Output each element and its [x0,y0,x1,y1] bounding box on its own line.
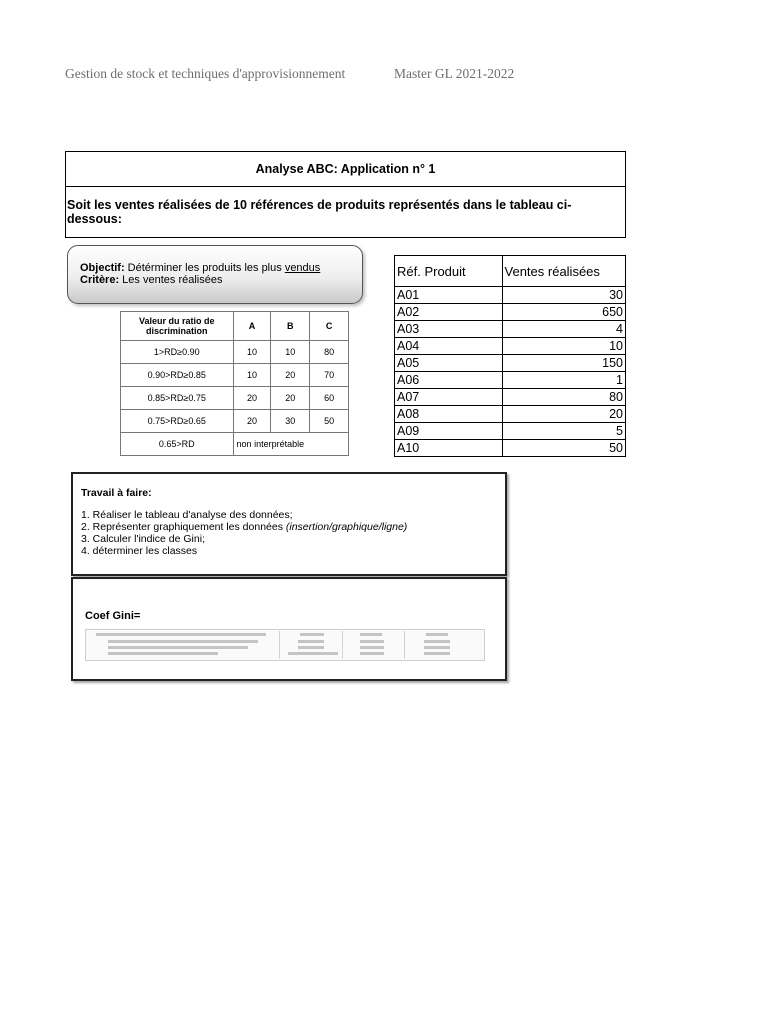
class-c-cell: 80 [310,341,349,364]
product-ref-cell: A02 [395,304,503,321]
non-interpretable-cell: non interprétable [233,433,348,456]
class-a-cell: 10 [233,364,271,387]
class-c-cell: 70 [310,364,349,387]
ratio-cell: 1>RD≥0.90 [121,341,234,364]
sales-row [395,287,626,304]
ratio-table [120,311,349,456]
work-item-text: 4. déterminer les classes [81,545,198,557]
sales-row [395,440,626,457]
ratio-row [121,410,349,433]
sales-row [395,406,626,423]
sales-row [395,338,626,355]
exercise-statement: Soit les ventes réalisées de 10 références de produits représentés dans le tableau ci-dessous: [67,198,572,226]
product-ref-cell: A08 [395,406,503,423]
ratio-row [121,387,349,410]
sales-row [395,423,626,440]
sales-value-cell: 30 [502,287,625,304]
product-ref-cell: A05 [395,355,503,372]
class-a-cell: 20 [233,410,271,433]
header-left: Gestion de stock et techniques d'approvisionnement [65,66,346,81]
ratio-table-header [121,312,349,341]
criterion-line [80,274,222,286]
image-text-line [108,640,258,643]
ratio-col-header: Valeur du ratio de discrimination [121,312,234,341]
image-text-line [298,640,324,643]
objective-underlined: vendus [284,262,321,274]
objective-text: Détérminer les produits les plus [124,262,285,274]
class-b-cell: 20 [271,364,310,387]
objective-line [80,262,320,274]
product-ref-cell: A07 [395,389,503,406]
ratio-cell: 0.85>RD≥0.75 [121,387,234,410]
sales-value-cell: 150 [502,355,625,372]
image-text-line [298,646,324,649]
image-text-line [360,646,384,649]
criterion-text: Les ventes réalisées [119,274,223,286]
image-text-line [288,652,338,655]
sales-value-cell: 80 [502,389,625,406]
image-row [88,652,482,655]
sales-value-cell: 10 [502,338,625,355]
ratio-cell: 0.90>RD≥0.85 [121,364,234,387]
product-ref-cell: A03 [395,321,503,338]
gini-table-image [85,629,485,661]
image-text-line [424,646,450,649]
image-row [88,646,482,649]
ratio-row-last [121,433,349,456]
header-right: Master GL 2021-2022 [394,66,515,81]
sales-row [395,389,626,406]
class-a-cell: 20 [233,387,271,410]
product-ref-cell: A09 [395,423,503,440]
image-row [88,633,482,636]
image-text-line [108,652,218,655]
work-item-text: 1. Réaliser le tableau d'analyse des données; [81,509,293,521]
sales-value-cell: 4 [502,321,625,338]
work-item-text: 3. Calculer l'indice de Gini; [81,533,205,545]
sales-row [395,372,626,389]
image-row [88,640,482,643]
image-text-line [426,633,448,636]
title-box [65,151,626,238]
image-text-line [360,640,384,643]
image-text-line [108,646,248,649]
ratio-cell: 0.65>RD [121,433,234,456]
work-item-text: 2. Représenter graphiquement les données [81,521,286,533]
image-text-line [360,652,384,655]
work-list [81,509,407,557]
product-ref-cell: A01 [395,287,503,304]
sales-row [395,304,626,321]
sales-row [395,321,626,338]
sales-header: Ventes réalisées [502,256,625,287]
sales-value-cell: 5 [502,423,625,440]
work-item [81,533,407,545]
criterion-label: Critère: [80,274,120,286]
image-text-line [360,633,382,636]
class-c-cell: 50 [310,410,349,433]
product-ref-cell: A06 [395,372,503,389]
ratio-cell: 0.75>RD≥0.65 [121,410,234,433]
objective-label: Objectif: [80,262,125,274]
work-box [71,472,507,576]
image-text-line [424,640,450,643]
product-ref-header: Réf. Produit [395,256,503,287]
image-text-line [96,633,266,636]
class-c-cell: 60 [310,387,349,410]
gini-label: Coef Gini= [85,610,141,622]
class-b-cell: 30 [271,410,310,433]
sales-value-cell: 1 [502,372,625,389]
objective-box [67,245,363,304]
class-b-cell: 10 [271,341,310,364]
product-ref-cell: A10 [395,440,503,457]
work-item [81,509,407,521]
work-item-italic: (insertion/graphique/ligne) [285,521,408,533]
image-text-line [300,633,324,636]
sales-table [394,255,626,457]
class-c-header: C [310,312,349,341]
ratio-row [121,364,349,387]
work-item [81,521,407,533]
product-ref-cell: A04 [395,338,503,355]
class-a-cell: 10 [233,341,271,364]
image-text-line [424,652,450,655]
work-item [81,545,407,557]
sales-value-cell: 50 [502,440,625,457]
exercise-title: Analyse ABC: Application n° 1 [66,152,625,187]
sales-row [395,355,626,372]
class-a-header: A [233,312,271,341]
sales-value-cell: 650 [502,304,625,321]
class-b-header: B [271,312,310,341]
gini-box [71,577,507,681]
sales-table-header [395,256,626,287]
class-b-cell: 20 [271,387,310,410]
ratio-row [121,341,349,364]
sales-value-cell: 20 [502,406,625,423]
work-title: Travail à faire: [81,487,152,499]
